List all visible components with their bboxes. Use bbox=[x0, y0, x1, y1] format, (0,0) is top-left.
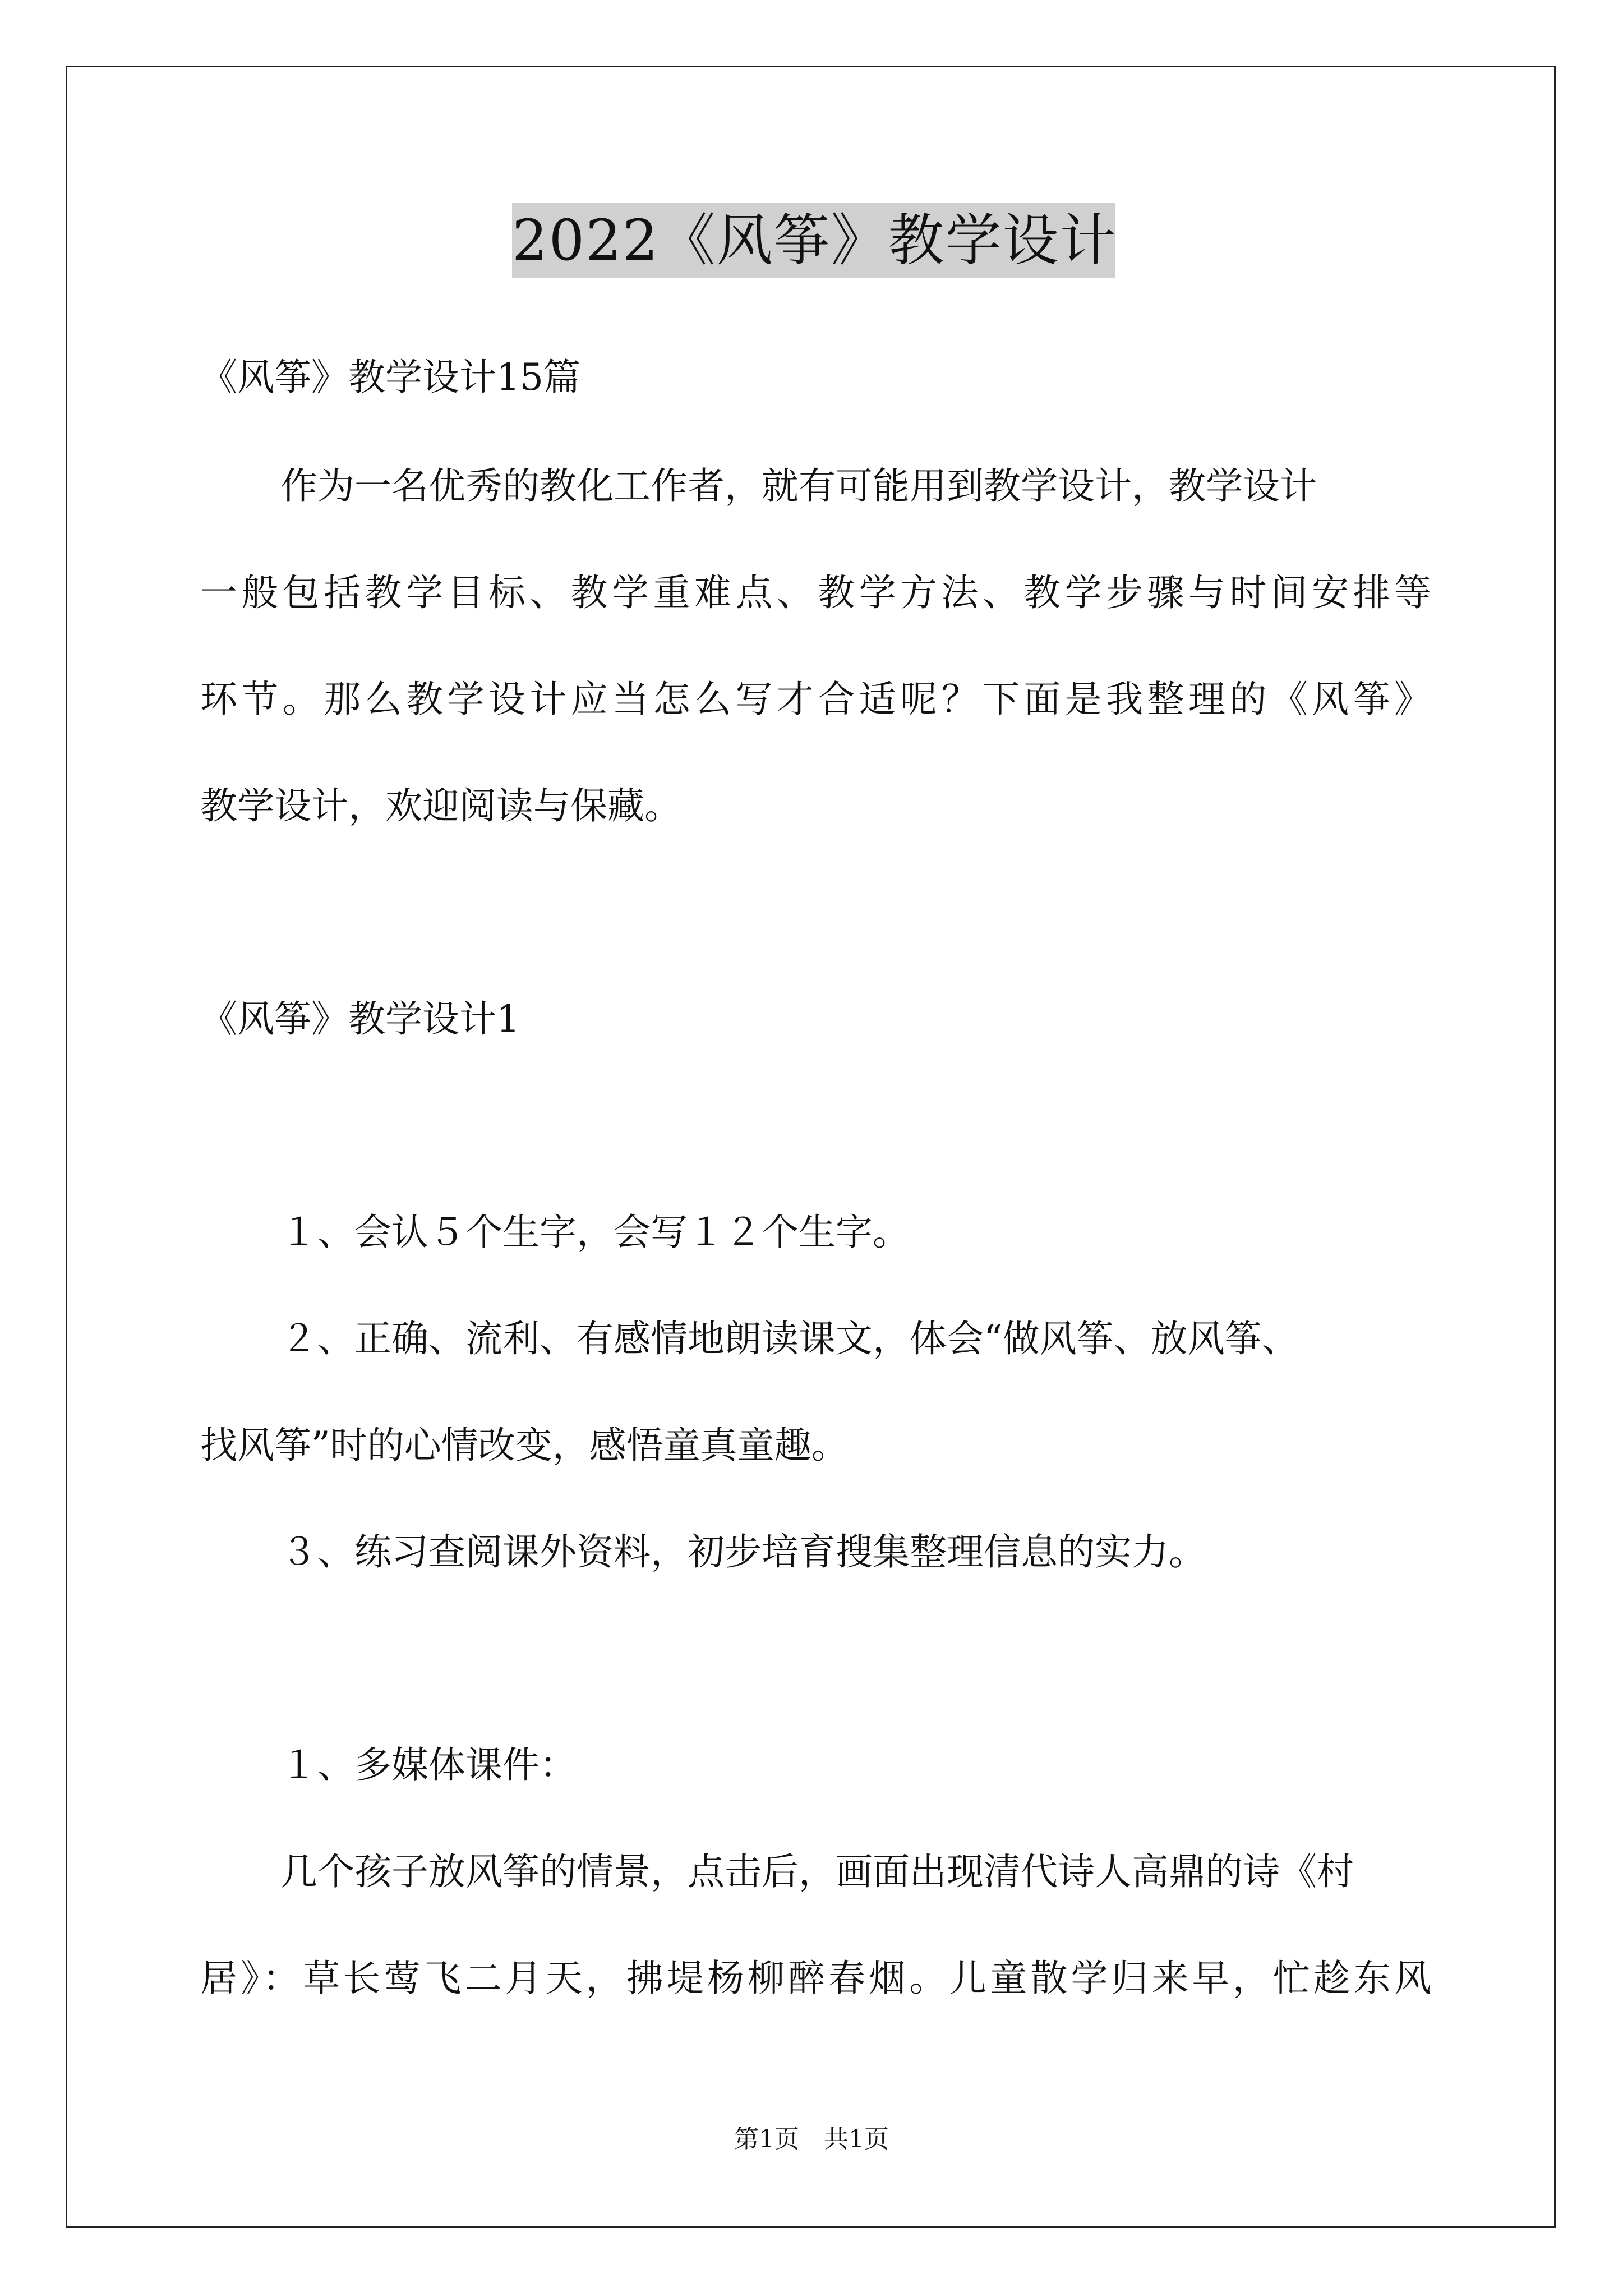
objective-2-continued: 找风筝”时的心情改变，感悟童真童趣。 bbox=[200, 1424, 849, 1467]
intro-line-4: 教学设计，欢迎阅读与保藏。 bbox=[200, 784, 681, 827]
document-subtitle: 《风筝》教学设计15篇 bbox=[200, 356, 580, 399]
section-heading: 《风筝》教学设计1 bbox=[200, 997, 520, 1041]
objective-3: ３、练习查阅课外资料，初步培育搜集整理信息的实力。 bbox=[280, 1530, 1206, 1573]
objective-2: ２、正确、流利、有感情地朗读课文，体会“做风筝、放风筝、 bbox=[280, 1317, 1299, 1360]
preparation-line-2: 居》：草长莺飞二月天，拂堤杨柳醉春烟。儿童散学归来早，忙趁东风 bbox=[200, 1957, 1431, 2000]
preparation-line-1: 几个孩子放风筝的情景，点击后，画面出现清代诗人高鼎的诗《村 bbox=[280, 1850, 1354, 1893]
intro-line-2: 一般包括教学目标、教学重难点、教学方法、教学步骤与时间安排等 bbox=[200, 571, 1431, 614]
intro-line-1: 作为一名优秀的教化工作者，就有可能用到教学设计，教学设计 bbox=[280, 464, 1317, 508]
document-title: 2022《风筝》教学设计 bbox=[512, 203, 1115, 278]
preparation-heading: １、多媒体课件： bbox=[280, 1743, 577, 1787]
objective-1: １、会认５个生字，会写１２个生字。 bbox=[280, 1211, 910, 1254]
page-footer: 第1页 共1页 bbox=[734, 2125, 889, 2154]
intro-line-3: 环节。那么教学设计应当怎么写才合适呢？下面是我整理的《风筝》 bbox=[200, 678, 1431, 721]
